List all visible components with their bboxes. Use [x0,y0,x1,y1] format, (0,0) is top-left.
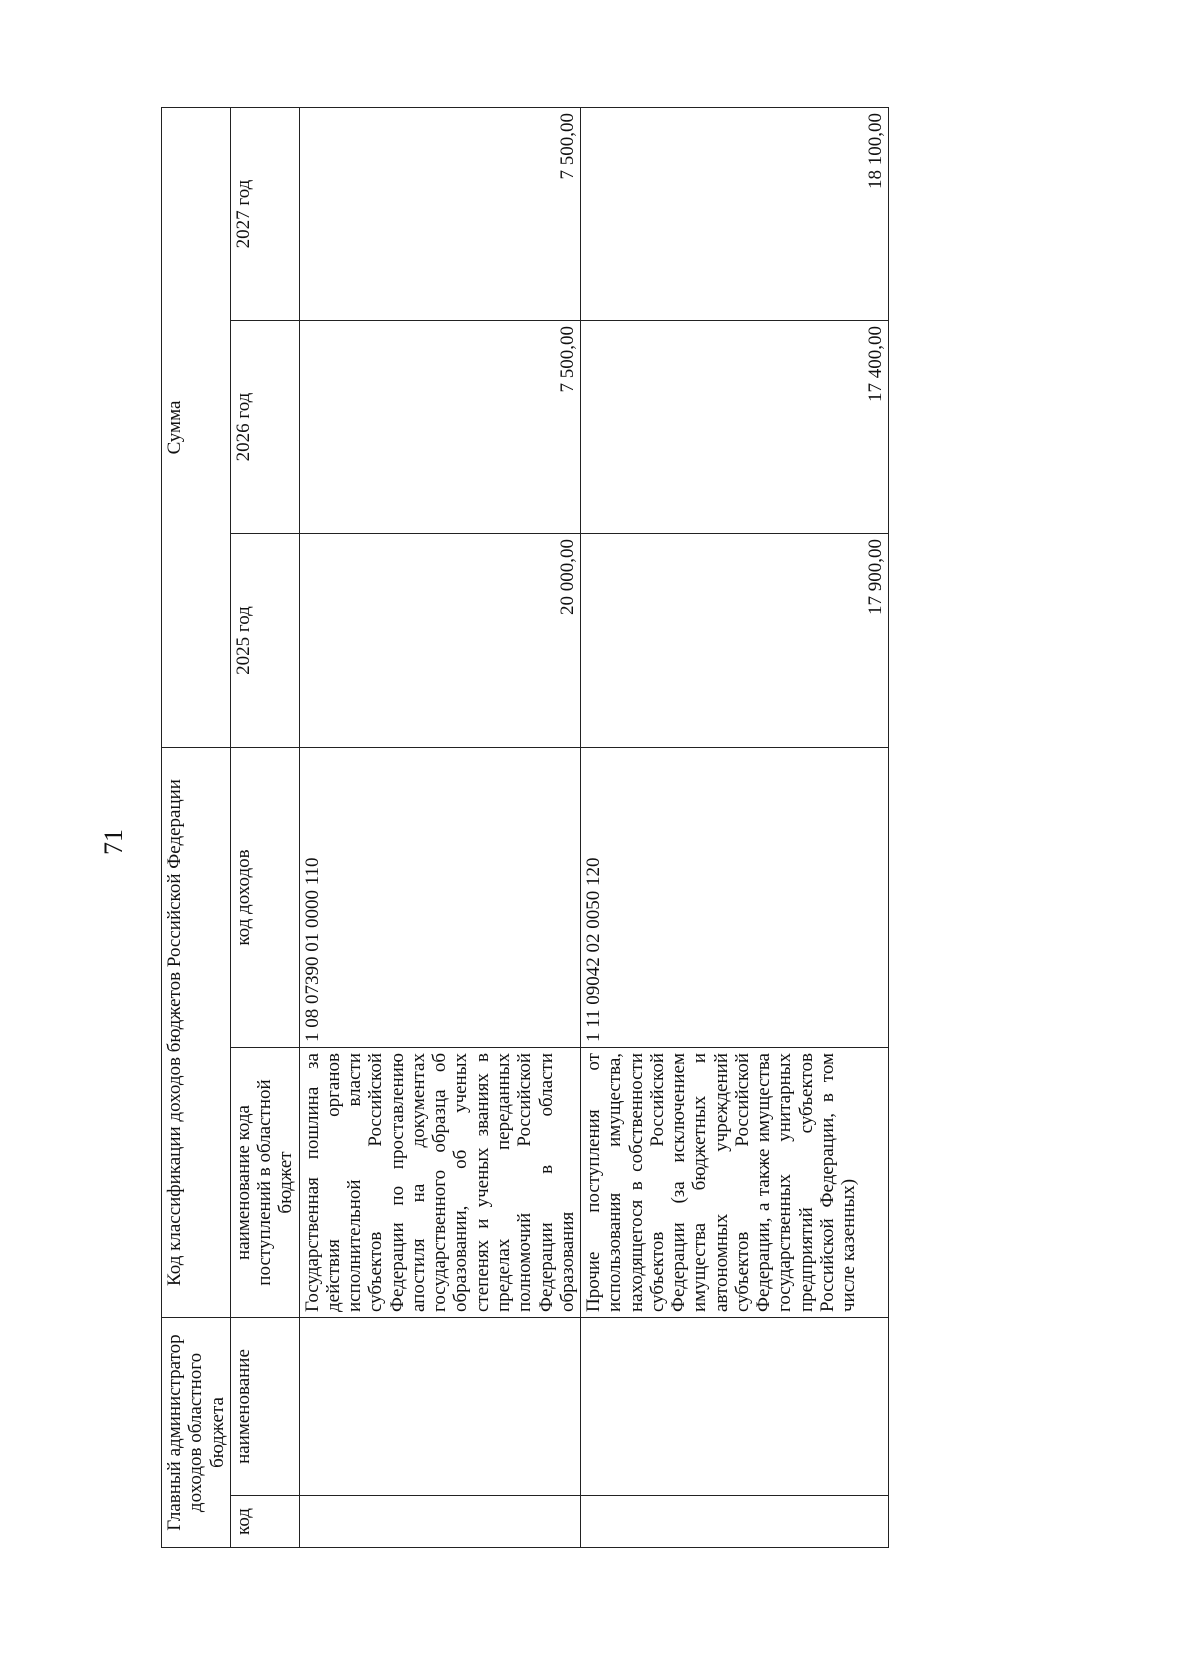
header-sum-group: Сумма [162,107,231,747]
row-income-name: Государственная пошлина за действия органов исполнительной власти субъектов Российской Федерации по проставлению апостиля на документах государственного образца об образовании, об ученых степенях и ученых званиях в пределах переданных полномочий Российской Федерации в области образования [299,1048,580,1318]
header-admin-name: наименование [230,1318,299,1496]
header-year-2025: 2025 год [230,534,299,748]
header-income-name: наименование кода поступлений в областной бюджет [230,1048,299,1318]
row-amount-2025: 17 900,00 [581,534,889,748]
header-year-2026: 2026 год [230,321,299,534]
table-row [581,107,889,1547]
header-income-code: код доходов [230,748,299,1048]
row-admin-name [299,1318,580,1496]
row-amount-2026: 17 400,00 [581,321,889,534]
row-income-code: 1 11 09042 02 0050 120 [581,748,889,1048]
header-admin-group: Главный администратор доходов областного бюджета [162,1318,231,1548]
row-amount-2025: 20 000,00 [299,534,580,748]
table-row [299,107,580,1547]
row-admin-code [581,1496,889,1548]
page-number: 71 [99,829,128,855]
header-admin-code: код [230,1496,299,1548]
row-admin-code [299,1496,580,1548]
rotated-table-wrapper [161,108,886,1548]
income-classification-table [161,107,889,1548]
row-amount-2027: 18 100,00 [581,107,889,320]
header-year-2027: 2027 год [230,107,299,320]
header-classification-group: Код классификации доходов бюджетов Российской Федерации [162,748,231,1318]
row-income-code: 1 08 07390 01 0000 110 [299,748,580,1048]
row-income-name: Прочие поступления от использования имущества, находящегося в собственности субъектов Российской Федерации (за исключением имущества бюджетных и автономных учреждений субъектов Российской Федерации, а также имущества государственных унитарных предприятий субъектов Российской Федерации, в том числе казенных) [581,1048,889,1318]
row-amount-2026: 7 500,00 [299,321,580,534]
row-admin-name [581,1318,889,1496]
row-amount-2027: 7 500,00 [299,107,580,320]
